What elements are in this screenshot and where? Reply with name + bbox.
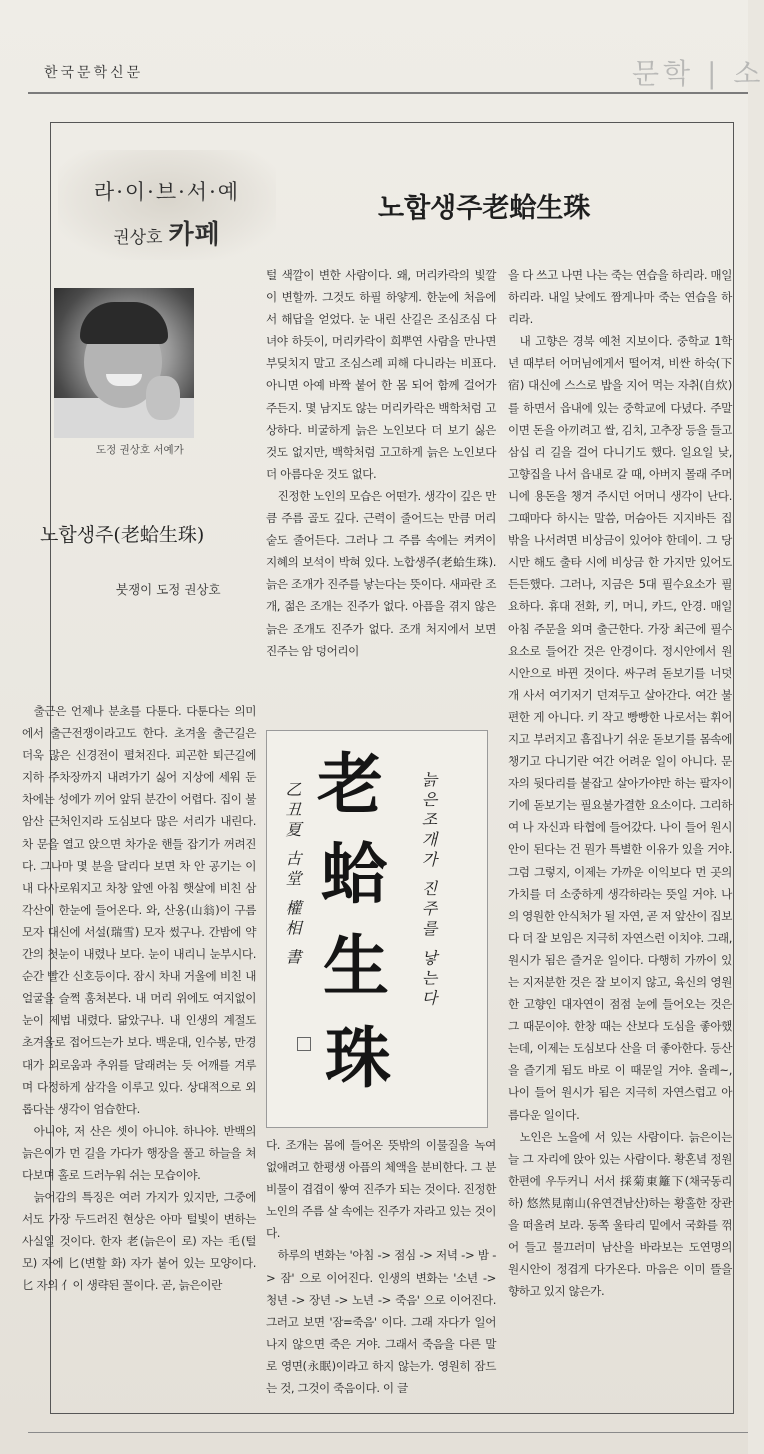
paragraph: 다. 조개는 몸에 들어온 뜻밖의 이물질을 녹여 없애려고 한평생 아픔의 체액을 분비한다. 그 분비물이 겹겹이 쌓여 진주가 되는 것이다. 진정한 노인의 주름 살 속에는 진주가 자라고 있는 것이다. xyxy=(266,1138,496,1241)
paragraph: 아니야, 저 산은 셋이 아니야. 하나야. 반백의 늙은이가 먼 길을 가다가 행장을 풀고 하늘을 쳐다보며 홀로 드러누워 쉬는 모습이야. xyxy=(22,1123,256,1182)
kicker-title: 라·이·브·서·예 xyxy=(93,180,241,204)
column-right xyxy=(508,264,732,1302)
bottom-rule xyxy=(28,1432,748,1433)
column-left xyxy=(22,700,256,1297)
masthead-rule xyxy=(28,92,748,94)
paragraph: 출근은 언제나 분초를 다툰다. 다툰다는 의미에서 출근전쟁이라고도 한다. 초겨울 출근길은 더욱 많은 신경전이 펼쳐진다. 피곤한 퇴근길에 지하 주차장까지 내려가기 싫어 지상에 세워 둔 차에는 성에가 끼어 앞뒤 분간이 어렵다. 집이 불암산 근처인지라 도심보다 많은 서리가 내린다. 차 문을 열고 앉으면 차가운 핸들 잡기가 꺼려진다. 그나마 몇 분을 달리다 보면 차 안 공기는 이내 다사로워지고 차창 앞엔 아침 햇살에 비친 삼각산이 한눈에 들어온다. 와, 산옹(山翁)이 구름 모자 대신에 서설(瑞雪) 모자 썼구나. 간밤에 약간의 첫눈이 내렸나 보다. 눈이 내리니 눈부시다. 순간 빨간 신호등이다. 잠시 차내 거울에 비친 내 얼굴을 슬쩍 훔쳐본다. 내 머리 위에도 여지없이 눈이 제법 내렸다. 닮았구나. 내 인생의 계절도 초겨울로 접어드는가 보다. 백운대, 인수봉, 만경대가 외로움과 추위를 달래려는 듯 어깨를 겨루며 다정하게 삼각을 이루고 있다. 상대적으로 외롭다는 생각이 엄습한다. xyxy=(22,704,256,1116)
seal-stamp xyxy=(297,1037,311,1051)
article-subtitle: 노합생주(老蛤生珠) xyxy=(40,524,205,546)
byline: 붓쟁이 도정 권상호 xyxy=(116,582,221,597)
paragraph: 을 다 쓰고 나면 나는 죽는 연습을 하리라. 매일 하리라. 내일 낮에도 짬게나마 죽는 연습을 하리라. xyxy=(508,268,732,327)
paragraph: 하루의 변화는 '아침 -> 점심 -> 저녁 -> 밤 -> 잠' 으로 이어진다. 인생의 변화는 '소년 -> 청년 -> 장년 -> 노년 -> 죽음' 으로 이어진다. 그러고 보면 '잠=죽음' 이다. 그래 자다가 일어나지 않으면 죽은 거야. 그래서 죽음을 다른 말로 영면(永眠)이라고 하지 않는가. 영원히 잠드는 것, 그것이 죽음이다. 이 글 xyxy=(266,1248,496,1396)
calligraphy-char: 蛤 xyxy=(321,835,387,913)
calligraphy-char: 生 xyxy=(323,927,389,1005)
newspaper-name: 한국문학신문 xyxy=(44,65,144,81)
kicker-subtitle xyxy=(58,214,276,251)
paragraph: 늙어감의 특징은 여러 가지가 있지만, 그중에서도 가장 두드러진 현상은 아마 털빛이 변하는 사실일 것이다. 한자 老(늙은이 로) 자는 毛(털 모) 자에 匕(변할 화) 자가 붙어 있는 모양이다. 匕 자의 亻이 생략된 꼴이다. 곧, 늙은이란 xyxy=(22,1190,256,1293)
column-kicker xyxy=(58,150,276,260)
paragraph: 노인은 노을에 서 있는 사람이다. 늙은이는 늘 그 자리에 앉아 있는 사람이다. 황혼녘 정원 한편에 우두커니 서서 採菊東籬下(채국동리하) 悠然見南山(유연견남산)하는 황홀한 장관을 떠올려 보라. 동쪽 울타리 밑에서 국화를 꺾어 들고 물끄러미 남산을 바라보는 도연명의 원시안이 정겹게 다가온다. 마음은 이미 뜰을 향하고 있지 않은가. xyxy=(508,1129,732,1299)
kicker-author: 권상호 xyxy=(113,228,163,248)
author-photo xyxy=(54,288,194,432)
calligraphy-char: 珠 xyxy=(325,1019,391,1097)
article-headline: 노합생주老蛤生珠 xyxy=(378,193,591,224)
column-middle-bottom xyxy=(266,1134,496,1399)
photo-caption: 도정 권상호 서예가 xyxy=(96,444,184,456)
paragraph: 털 색깔이 변한 사람이다. 왜, 머리카락의 빛깔이 변할까. 그것도 하필 하얗게. 한눈에 처음에서 해답을 얻었다. 눈 내린 산길은 조심조심 다녀야 하듯이, 머리카락이 희뿌연 사람을 만나면 부딪치지 말고 조심스레 피해 다니라는 비표다. 아니면 아예 바짝 붙어 한 몸 되어 함께 걸어가 주든지. 몇 남지도 않는 머리카락은 백학처럼 고상하다. 비굴하게 늙은 노인보다 더 보기 싫은 것도 없지만, 백학처럼 고고하게 늙은 노인보다 더 아름다운 것도 없다. xyxy=(266,268,496,481)
paragraph: 내 고향은 경북 예천 지보이다. 중학교 1학년 때부터 어머님에게서 떨어져, 비싼 하숙(下宿) 대신에 스스로 밥을 지어 먹는 자취(自炊)를 하면서 읍내에 있는 중학교에 다녔다. 주말이면 돈을 아끼려고 쌀, 김치, 고추장 등을 들고 삼십 리 길을 걸어 다니기도 했다. 일요일 낮, 고향집을 나서 읍내로 갈 때, 아버지 몰래 주머니에 용돈을 챙겨 주시던 어머니 생각이 난다. 그때마다 하시는 말씀, 머슴아든 지지바든 집 밖을 나서려면 비상금이 있어야 한데이. 그 당시만 해도 출타 시에 비상금 한 가지만 있어도 든든했다. 그러나, 지금은 5대 필수요소가 필요하다. 휴대 전화, 키, 머니, 카드, 안경. 매일 아침 주문을 외며 출근한다. 가장 최근에 필수요소로 들어간 것은 안경이다. 정시안에서 원시안으로 바뀐 것이다. 싸구려 돋보기를 너덧 개 사서 여기저기 던져두고 살아간다. 여간 불편한 게 아니다. 키 작고 빵빵한 나로서는 휘어지고 부러지고 흠집나기 쉬운 돋보기를 몸속에 챙기고 다니기란 여간 어려운 일이 아니다. 문자의 뒷다리를 붙잡고 살아가야만 하는 팔자이기에 돋보기는 필요불가결한 요소이다. 그리하여 나 자신과 타협에 들어갔다. 나이 들어 원시안이 된다는 건 뭔가 특별한 이유가 있을 거야. 그럼 그렇지, 이제는 가까운 이익보다 먼 곳의 가치를 더 소중하게 생각하라는 뜻일 거야. 나의 영원한 안식처가 될 자연, 곧 저 앞산이 집보다 더 잘 보임은 지극히 자연스런 이치야. 그래, 원시가 됨은 즐거운 일이다. 다행히 가까이 있는 지저분한 것은 잘 보이지 않고, 육신의 영원한 고향인 대자연이 점점 눈에 들어오는 것은 그 때문이야. 한창 때는 산보다 도심을 좋아했는데, 이제는 도심보다 산을 더 좋아한다. 등산을 즐기게 됨도 바로 이 때문일 거야. 올레~, 나이 들어 원시가 됨은 지극히 자연스럽고 아름다운 일이다. xyxy=(508,334,732,1122)
section-label: 문학 | 소 xyxy=(632,57,764,90)
calligraphy-inscription-right: 늙은조개가 진주를 낳는다 xyxy=(419,771,438,1010)
calligraphy-char: 老 xyxy=(317,745,383,823)
calligraphy-inscription-left: 乙丑夏 古堂 權相 書 xyxy=(283,781,302,969)
kicker-brush-word: 카페 xyxy=(168,220,221,250)
column-middle-top xyxy=(266,264,496,662)
calligraphy-artwork xyxy=(266,730,488,1128)
paragraph: 진정한 노인의 모습은 어떤가. 생각이 깊은 만큼 주름 골도 깊다. 근력이 줄어드는 만큼 머리숱도 줄어든다. 그러나 그 주름 속에는 켜켜이 지혜의 보석이 박혀 있다. 노합생주(老蛤生珠). 늙은 조개가 진주를 낳는다는 뜻이다. 새파란 조개, 젊은 조개는 진주가 없다. 아픔을 겪지 않은 늙은 조개도 진주가 없다. 조개 처지에서 보면 진주는 암 덩어리이 xyxy=(266,488,496,658)
